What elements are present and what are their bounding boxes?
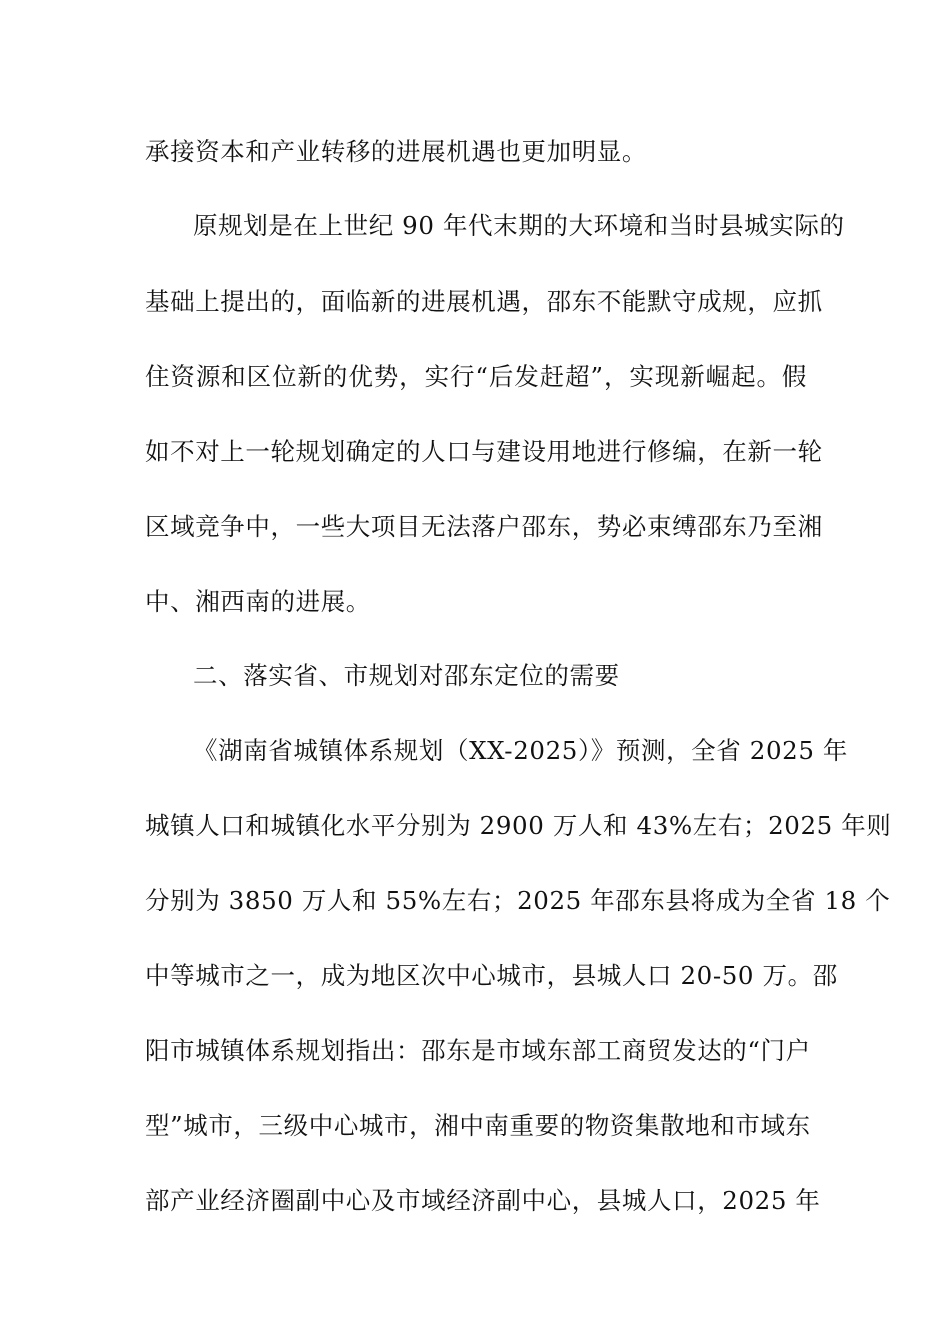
text-line: 分别为 3850 万人和 55%左右；2025 年邵东县将成为全省 18 个 [145,886,891,915]
text-line: 中等城市之一，成为地区次中心城市，县城人口 20-50 万。邵 [145,961,838,990]
section-heading: 二、落实省、市规划对邵东定位的需要 [193,661,620,690]
text-line: 中、湘西南的进展。 [145,587,371,616]
text-line: 住资源和区位新的优势，实行“后发赶超”，实现新崛起。假 [145,362,807,391]
text-line: 区域竞争中，一些大项目无法落户邵东，势必束缚邵东乃至湘 [145,512,823,541]
text-line: 型”城市，三级中心城市，湘中南重要的物资集散地和市域东 [145,1111,811,1140]
text-line: 基础上提出的，面临新的进展机遇，邵东不能默守成规，应抓 [145,287,823,316]
text-line: 如不对上一轮规划确定的人口与建设用地进行修编，在新一轮 [145,437,823,466]
text-line: 部产业经济圈副中心及市域经济副中心，县城人口，2025 年 [145,1186,821,1215]
paragraph-first-line: 《湖南省城镇体系规划（XX-2025）》预测，全省 2025 年 [193,736,849,765]
text-line: 城镇人口和城镇化水平分别为 2900 万人和 43%左右；2025 年则 [145,811,892,840]
text-line: 承接资本和产业转移的进展机遇也更加明显。 [145,137,647,166]
paragraph-first-line: 原规划是在上世纪 90 年代末期的大环境和当时县城实际的 [193,211,845,240]
text-line: 阳市城镇体系规划指出：邵东是市域东部工商贸发达的“门户 [145,1036,811,1065]
